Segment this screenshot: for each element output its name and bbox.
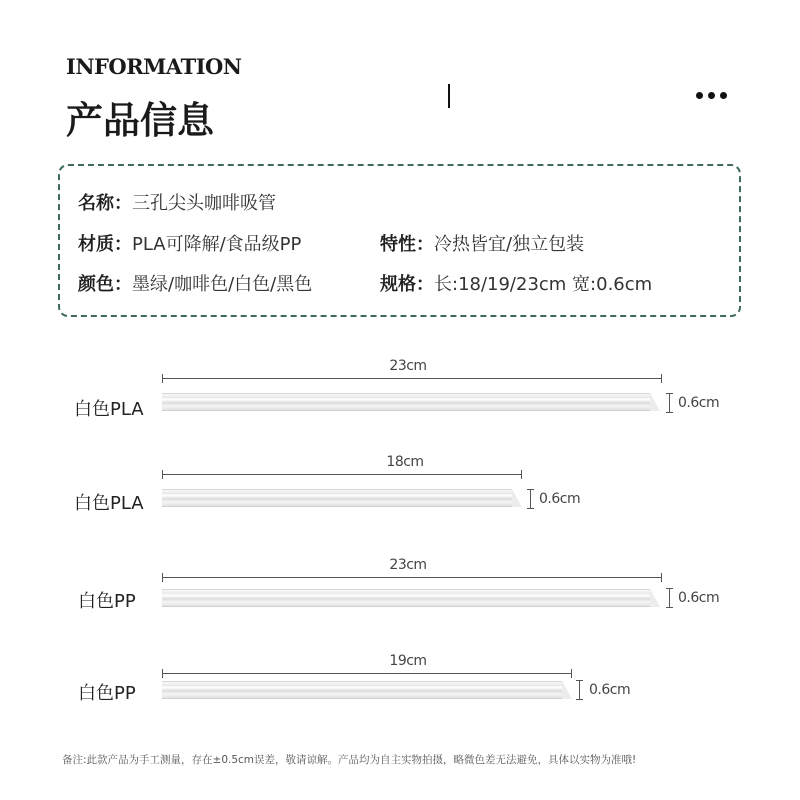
page-title: 产品信息 — [66, 99, 214, 142]
diameter-marker — [530, 489, 531, 509]
diameter-label: 0.6cm — [678, 395, 720, 411]
diameter-marker — [669, 393, 670, 413]
info-name-row — [78, 189, 276, 215]
straw-label: 白色PLA — [74, 493, 144, 514]
diameter-label: 0.6cm — [539, 491, 581, 507]
straw-image — [162, 589, 650, 607]
length-label: 23cm — [389, 557, 427, 573]
spec-value: 长:18/19/23cm 宽:0.6cm — [434, 274, 653, 295]
length-label: 19cm — [389, 653, 427, 669]
name-value: 三孔尖头咖啡吸管 — [132, 193, 276, 214]
spec-label: 规格： — [380, 274, 434, 295]
more-options-icon[interactable] — [696, 92, 727, 99]
color-label: 颜色： — [78, 274, 132, 295]
feature-value: 冷热皆宜/独立包装 — [434, 234, 585, 255]
length-dimension-line — [162, 378, 662, 379]
feature-label: 特性： — [380, 234, 434, 255]
diameter-label: 0.6cm — [589, 682, 631, 698]
straw-tip — [650, 589, 660, 607]
straw-image — [162, 681, 562, 699]
straw-image — [162, 393, 650, 411]
straw-tip — [562, 681, 572, 699]
length-dimension-line — [162, 577, 662, 578]
straw-tip — [650, 393, 660, 411]
vertical-divider — [448, 84, 450, 108]
diameter-marker — [579, 680, 580, 700]
length-label: 23cm — [389, 358, 427, 374]
straw-label: 白色PP — [78, 591, 136, 612]
info-color-row — [78, 270, 312, 296]
info-feature-row — [380, 230, 584, 256]
english-title: INFORMATION — [66, 54, 242, 79]
info-material-row — [78, 230, 301, 256]
straw-label: 白色PLA — [74, 399, 144, 420]
length-dimension-line — [162, 474, 522, 475]
material-value: PLA可降解/食品级PP — [132, 234, 302, 255]
straw-label: 白色PP — [78, 683, 136, 704]
length-label: 18cm — [386, 454, 424, 470]
straw-image — [162, 489, 512, 507]
info-spec-row — [380, 270, 652, 296]
footer-note: 备注:此款产品为手工测量，存在±0.5cm误差，敬请谅解。产品均为自主实物拍摄，略微色差无法避免，具体以实物为准哦! — [62, 754, 637, 766]
diameter-marker — [669, 588, 670, 608]
straw-tip — [512, 489, 522, 507]
name-label: 名称： — [78, 193, 132, 214]
material-label: 材质： — [78, 234, 132, 255]
diameter-label: 0.6cm — [678, 590, 720, 606]
length-dimension-line — [162, 673, 572, 674]
color-value: 墨绿/咖啡色/白色/黑色 — [132, 274, 313, 295]
